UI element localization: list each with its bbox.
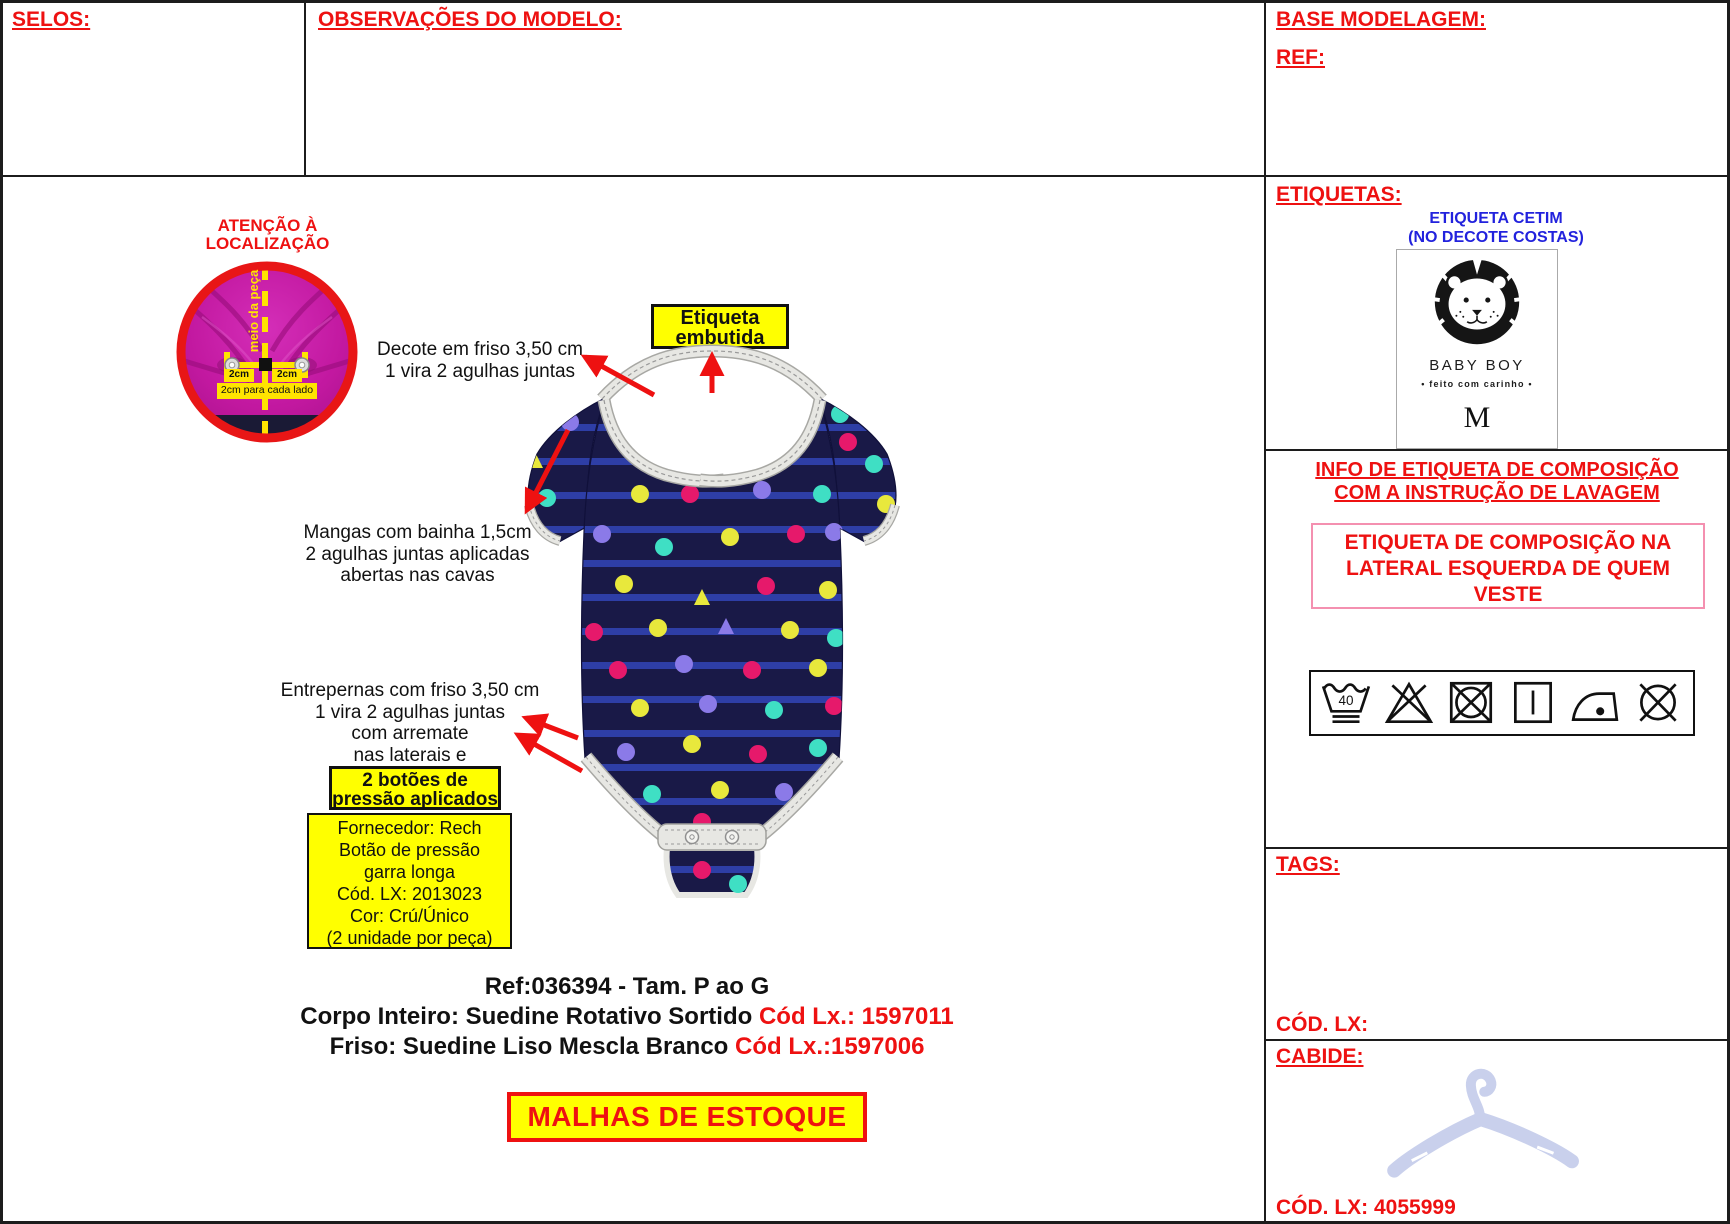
text-line: pressão aplicados [332,789,498,810]
text-line: nas laterais e [353,744,467,766]
observacoes-header: OBSERVAÇÕES DO MODELO: [318,8,622,31]
fabric-circle-graphic [172,257,362,447]
info-header [1266,459,1728,505]
snap-button [686,831,699,844]
do-not-tumble-dry-icon [1444,678,1498,728]
cabide-section [1264,1039,1730,1224]
text-line: (2 unidade por peça) [326,928,493,948]
do-not-dry-clean-icon [1631,678,1685,728]
entrepernas-arrow-1 [526,718,578,738]
observacoes-box [304,0,1266,177]
text-line: Entrepernas com friso 3,50 cm [280,680,540,701]
placement-detail-photo [172,257,362,447]
friso-code: Cód Lx.:1597006 [735,1033,925,1060]
info-composicao-section [1264,449,1730,849]
do-not-bleach-icon [1382,678,1436,728]
text-line: 1 vira 2 agulhas juntas [314,701,506,723]
selos-header: SELOS: [12,8,91,31]
attention-line2: LOCALIZAÇÃO [205,234,330,253]
product-reference-block [277,972,977,1062]
tags-section [1264,847,1730,1041]
cabide-header: CABIDE: [1276,1045,1364,1068]
text-line: LATERAL ESQUERDA DE QUEM [1346,557,1670,580]
ref-header: REF: [1276,46,1325,69]
product-friso-line [277,1032,977,1062]
product-corpo-line [277,1002,977,1032]
attention-line1: ATENÇÃO À [217,216,318,235]
tags-header: TAGS: [1276,853,1340,876]
text-line: embutida [675,327,765,349]
meio-da-peca-label: meio da peça [246,269,261,353]
text-line: Etiqueta [680,307,760,329]
info-header-line1: INFO DE ETIQUETA DE COMPOSIÇÃO [1315,459,1679,481]
cm-left-label: 2cm [228,369,249,380]
text-line: 2 botões de [362,770,468,791]
text-line: VESTE [1473,583,1543,606]
text-line: abertas nas cavas [340,565,495,586]
cetim-line2: (NO DECOTE COSTAS) [1408,229,1584,246]
product-ref-line: Ref:036394 - Tam. P ao G [484,973,770,1000]
text-line: Cód. LX: 2013023 [336,884,483,904]
text-line: Botão de pressão [338,840,481,860]
text-line: 1 vira 2 agulhas juntas [384,360,576,382]
corpo-code: Cód Lx.: 1597011 [758,1003,954,1030]
hanger-icon [1373,1056,1590,1197]
attention-title [180,217,355,253]
tags-cod-lx: CÓD. LX: [1276,1013,1369,1036]
cabide-cod-lx: CÓD. LX: 4055999 [1276,1196,1456,1219]
text-line: Mangas com bainha 1,5cm [303,522,532,543]
friso-text: Friso: Suedine Liso Mescla Branco [329,1033,735,1060]
wash-temp: 40 [1338,693,1354,709]
text-line: ETIQUETA DE COMPOSIÇÃO NA [1344,531,1672,554]
text-line: Cor: Crú/Único [349,906,470,926]
base-modelagem-header: BASE MODELAGEM: [1276,8,1486,31]
text-line: 2 agulhas juntas aplicadas [305,543,530,565]
wash-40-icon [1319,678,1373,728]
lion-logo-icon [1407,253,1547,355]
etiquetas-header: ETIQUETAS: [1276,183,1402,206]
cetim-note [1346,209,1646,247]
base-modelagem-box [1264,0,1730,177]
selos-box [0,0,306,177]
composicao-note [1311,523,1705,609]
label-brand: BABY BOY [1429,357,1525,374]
etiquetas-section [1264,175,1730,451]
corpo-text: Corpo Inteiro: Suedine Rotativo Sortido [300,1003,759,1030]
cm-right-label: 2cm [276,369,297,380]
crotch-snap-band [658,824,766,850]
malhas-estoque-banner: MALHAS DE ESTOQUE [507,1092,867,1142]
text-line: garra longa [363,862,456,882]
snap-button [726,831,739,844]
satin-label-preview [1396,249,1558,449]
cada-lado-label: 2cm para cada lado [220,384,314,396]
info-header-line2: COM A INSTRUÇÃO DE LAVAGEM [1334,482,1660,504]
bodysuit-illustration [442,332,942,922]
text-line: com arremate [351,723,469,744]
label-tagline: • feito com carinho • [1421,379,1533,389]
care-symbols-strip [1309,670,1695,736]
text-line: Fornecedor: Rech [337,818,482,838]
text-line: Decote em friso 3,50 cm [377,339,583,360]
cetim-line1: ETIQUETA CETIM [1429,210,1563,227]
line-dry-icon [1506,678,1560,728]
entrepernas-arrow-2 [518,735,582,771]
label-size: M [1463,401,1491,434]
iron-low-icon [1568,678,1622,728]
main-drawing-area [0,175,1266,1224]
